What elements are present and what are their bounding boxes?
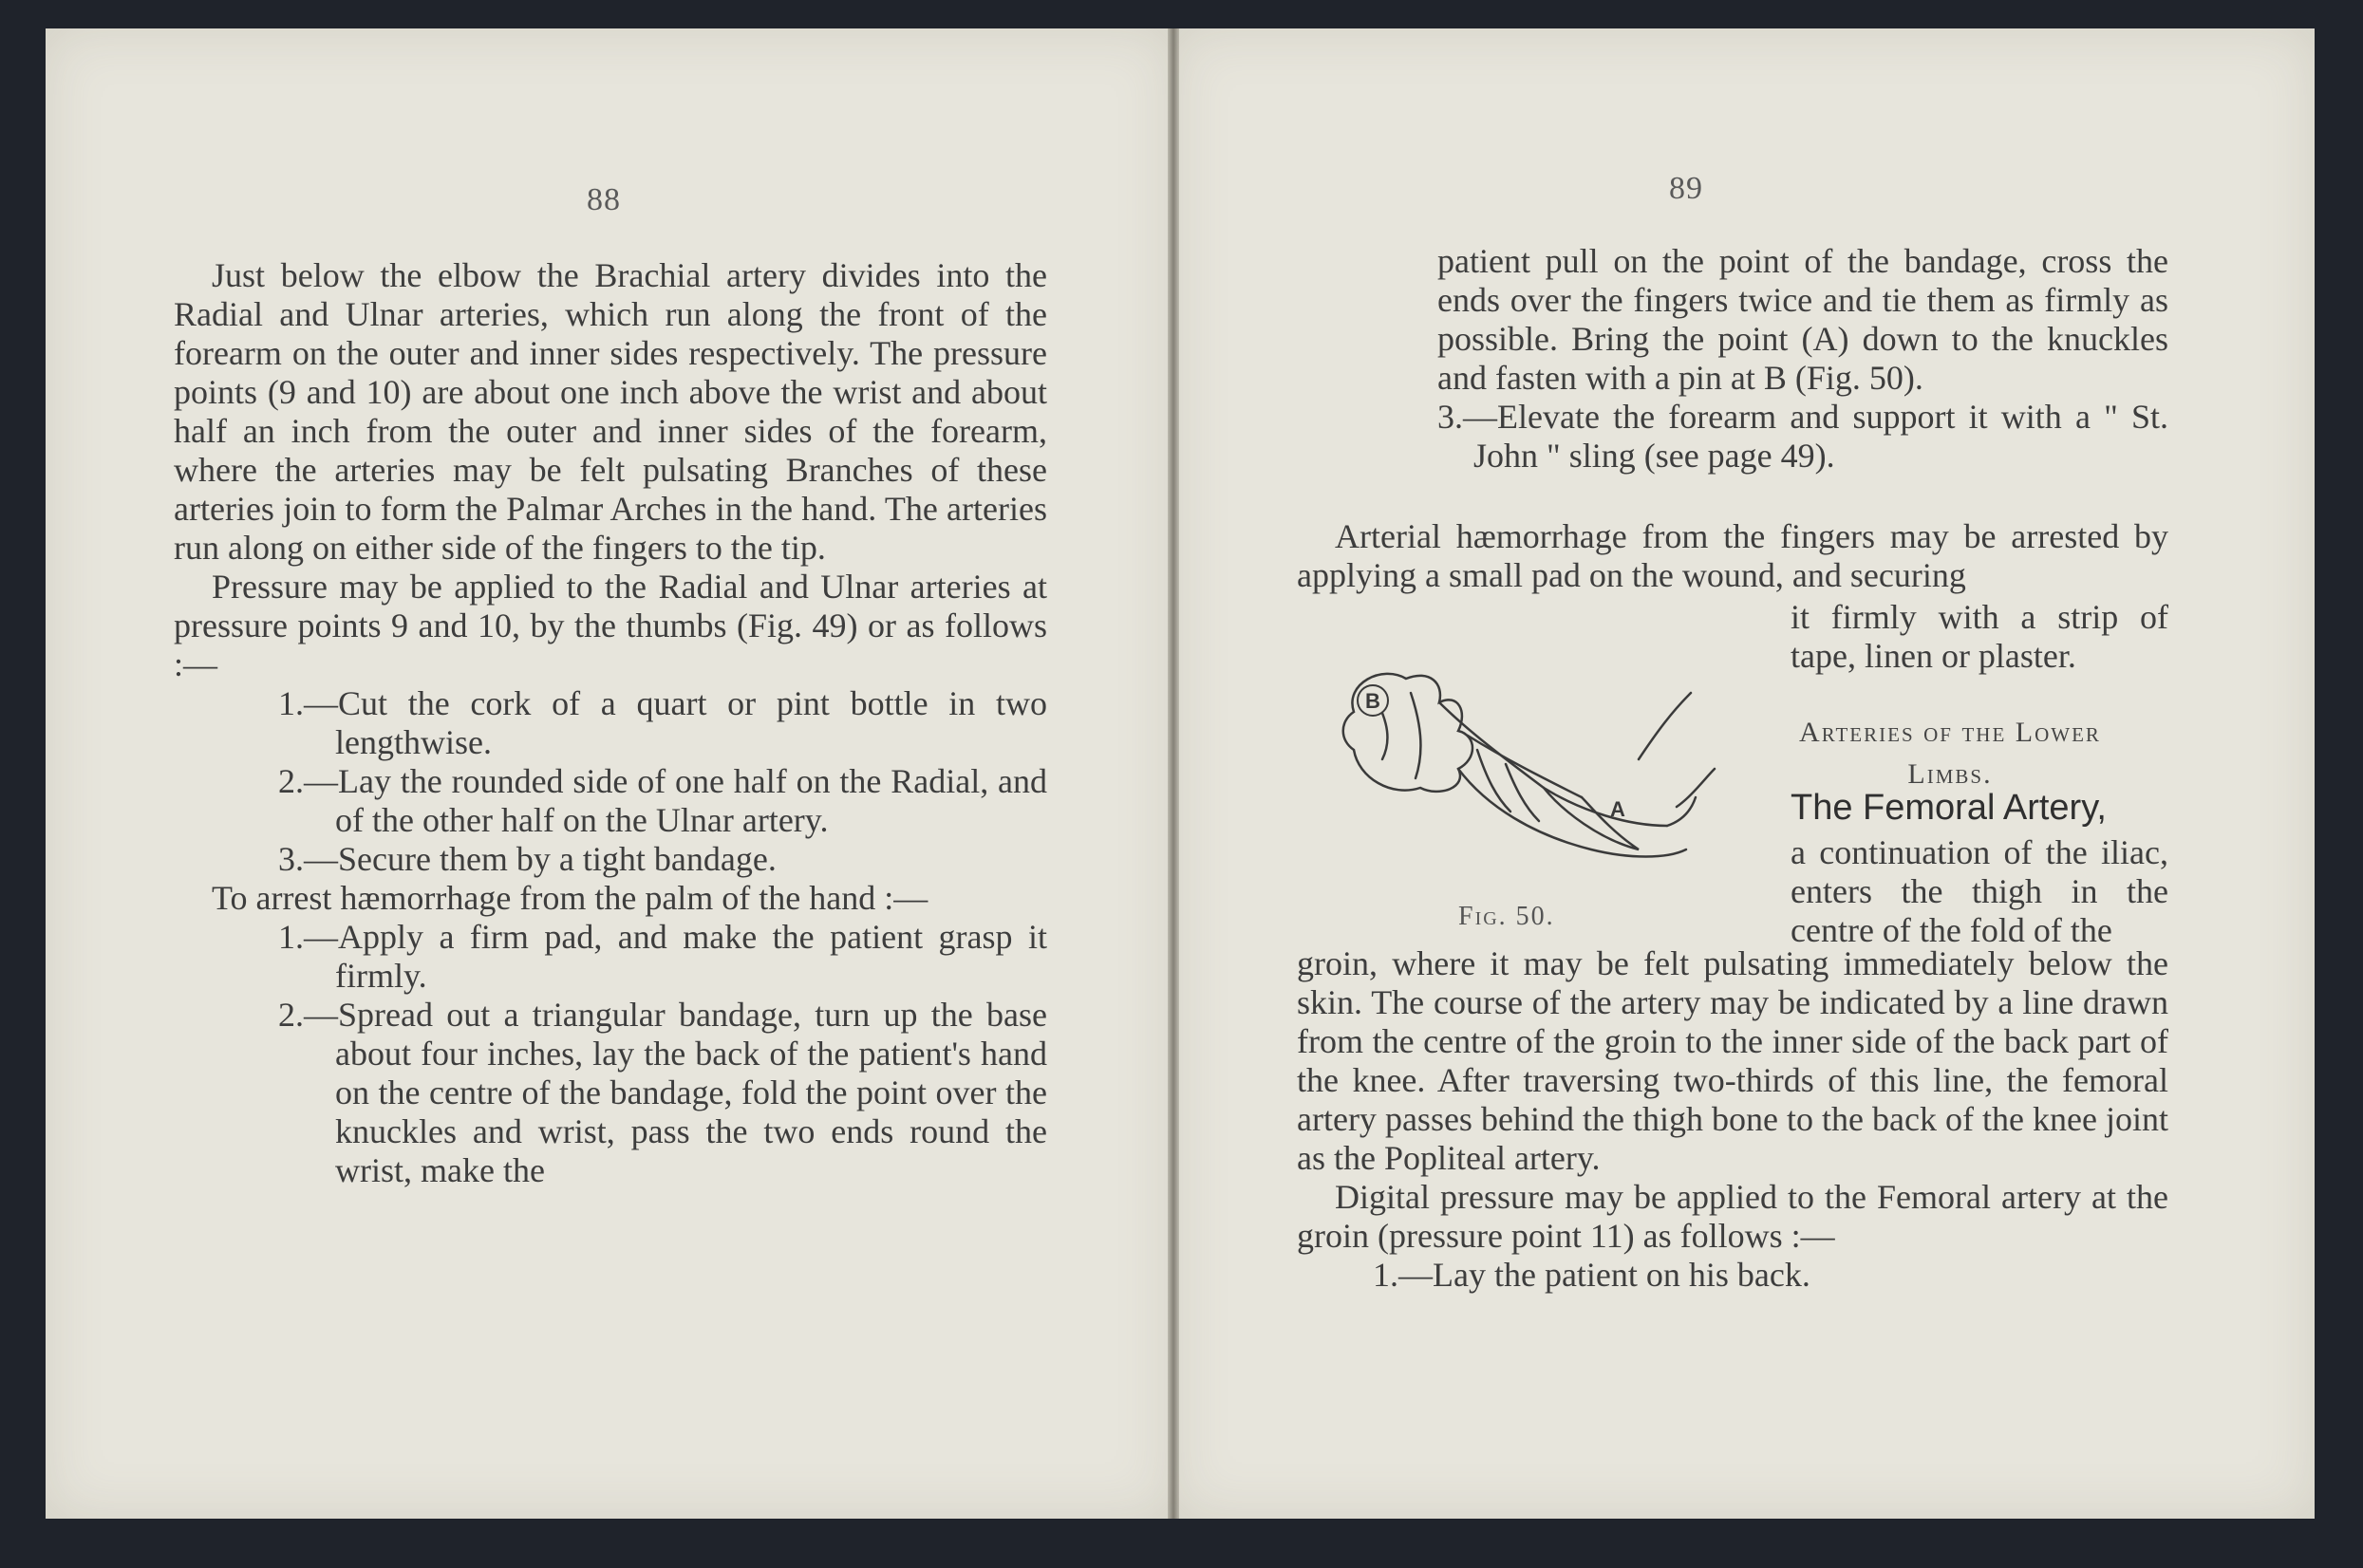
paragraph: a continuation of the iliac, enters the thigh in the centre of the fold of the xyxy=(1791,833,2168,949)
section-heading-line2: Limbs. xyxy=(1907,758,1993,790)
page-number: 88 xyxy=(587,182,621,217)
paragraph: Arterial hæmorrhage from the fingers may be arrested by applying a small pad on the wound, and securing xyxy=(1297,517,2168,594)
paragraph: Digital pressure may be applied to the Femoral artery at the groin (pressure point 11) as follows :— xyxy=(1297,1178,2168,1255)
list-item: 1.—Lay the patient on his back. xyxy=(1373,1256,1810,1294)
list-item: 2.—Spread out a triangular bandage, turn up the base about four inches, lay the back of the patient's hand on the centre of the bandage, fold the point over the knuckles and wrist, pass the two ends round the wrist, make the xyxy=(278,996,1047,1189)
section-heading-line1: Arteries of the Lower xyxy=(1799,717,2101,748)
list-item: 2.—Lay the rounded side of one half on the Radial, and of the other half on the Ulnar artery. xyxy=(278,762,1047,839)
right-page-bottom xyxy=(1297,944,2168,1295)
paragraph: Just below the elbow the Brachial artery divides into the Radial and Ulnar arteries, which run along the front of the forearm on the outer and inner sides respectively. The pressure points (9 and 10) are about one inch above the wrist and about half an inch from the outer and inner sides of the forearm, where the arteries may be felt pulsating Branches of these arteries join to form the Palmar Arches in the hand. The arteries run along on either side of the fingers to the tip. xyxy=(174,256,1047,567)
list-item: 1.—Apply a firm pad, and make the patient grasp it firmly. xyxy=(278,918,1047,995)
book-spread xyxy=(46,28,2315,1519)
list-item: 3.—Secure them by a tight bandage. xyxy=(278,840,777,878)
figure-caption: Fig. 50. xyxy=(1458,902,1555,931)
left-page-body xyxy=(174,256,1047,1190)
bandaged-hand-illustration xyxy=(1325,645,1762,930)
paragraph: groin, where it may be felt pulsating immediately below the skin. The course of the artery may be indicated by a line drawn from the centre of the groin to the inner side of the back part of the knee. After traversing two-thirds of this line, the femoral artery passes behind the thigh bone to the back of the knee joint as the Popliteal artery. xyxy=(1297,944,2168,1177)
figure-label-b: B xyxy=(1365,689,1380,713)
right-page-top xyxy=(1437,242,2168,476)
book-gutter xyxy=(1168,28,1179,1519)
femoral-artery-title: The Femoral Artery, xyxy=(1791,788,2107,828)
paragraph-fingers-end xyxy=(1791,598,2168,676)
paragraph: Pressure may be applied to the Radial and Ulnar arteries at pressure points 9 and 10, by the thumbs (Fig. 49) or as follows :— xyxy=(174,568,1047,683)
femoral-beside xyxy=(1791,833,2168,950)
page-number: 89 xyxy=(1669,171,1703,206)
paragraph: To arrest hæmorrhage from the palm of the hand :— xyxy=(212,879,928,917)
paragraph: it firmly with a strip of tape, linen or plaster. xyxy=(1791,598,2168,675)
left-page xyxy=(46,28,1173,1519)
paragraph-fingers xyxy=(1297,517,2168,595)
right-page xyxy=(1173,28,2315,1519)
list-item: 3.—Elevate the forearm and support it with a " St. John " sling (see page 49). xyxy=(1437,398,2168,475)
figure-label-a: A xyxy=(1610,797,1625,821)
list-item: 1.—Cut the cork of a quart or pint bottle in two lengthwise. xyxy=(278,684,1047,761)
paragraph: patient pull on the point of the bandage, cross the ends over the fingers twice and tie them as firmly as possible. Bring the point (A) down to the knuckles and fasten with a pin at B (Fig. 50). xyxy=(1437,242,2168,397)
section-heading xyxy=(1741,712,2159,795)
